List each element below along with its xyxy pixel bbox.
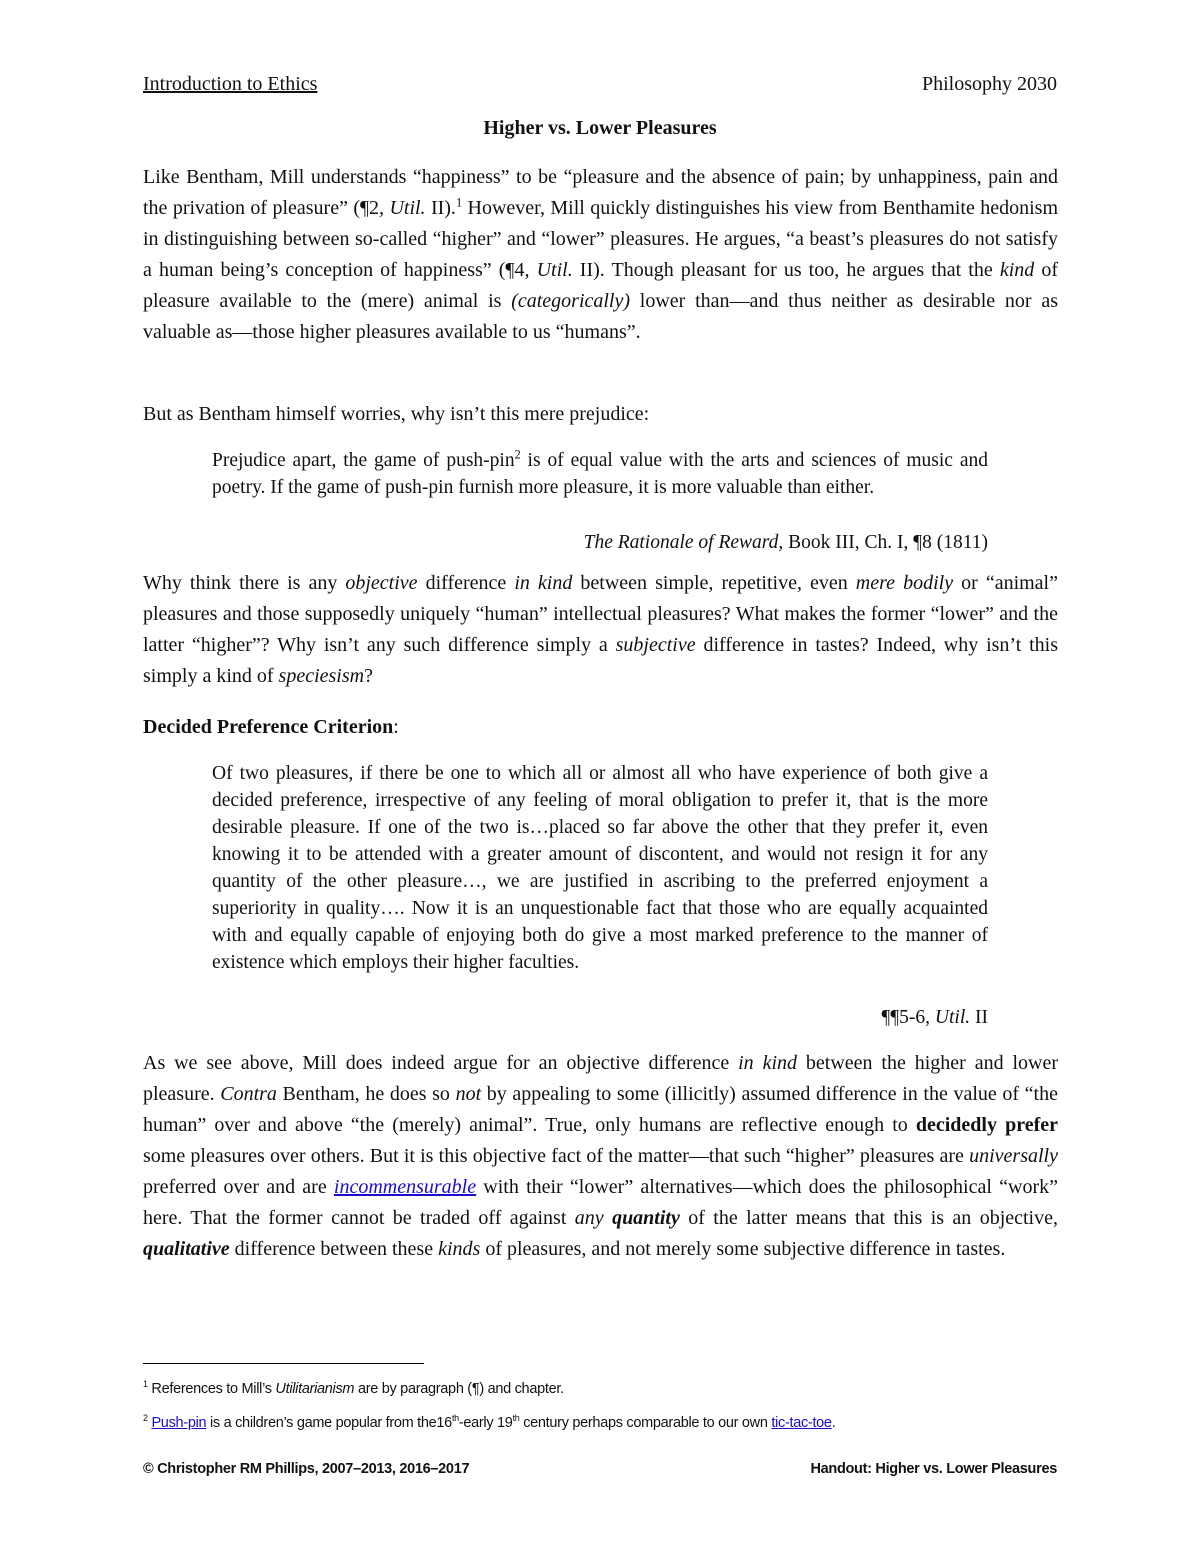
text-run: II). Though pleasant for us too, he argues that the <box>572 259 1000 281</box>
footnote-marker: th <box>512 1413 520 1424</box>
footnote-marker: 1 <box>455 195 463 210</box>
page-title: Higher vs. Lower Pleasures <box>483 117 717 139</box>
text-run: References to Mill’s <box>147 1381 276 1397</box>
text-run: difference in tastes? Indeed, why isn’t this simply a kind of <box>143 634 1058 687</box>
text-link[interactable]: Push-pin <box>151 1415 207 1431</box>
text-run <box>604 1207 612 1229</box>
text-run: However, Mill quickly distinguishes his view from Benthamite hedonism in distinguishing between so-called “higher” and “lower” pleasures. He argues, “a beast’s pleasures do not satisfy a human being’s conception of happiness” (¶4, <box>143 197 1059 281</box>
footnote-rule <box>143 1363 424 1364</box>
text-run: Contra <box>220 1083 277 1105</box>
text-run: of the latter means that this is an objective, <box>679 1207 1058 1229</box>
text-run: between the higher and lower pleasure. <box>143 1052 1058 1105</box>
footnote-marker: 1 <box>143 1379 148 1390</box>
mill-citation <box>212 1004 988 1031</box>
text-run: As we see above, Mill does indeed argue for an objective difference <box>143 1052 739 1074</box>
mill-quote <box>212 760 988 976</box>
text-run: kinds <box>438 1238 481 1260</box>
text-run: Decided Preference Criterion <box>143 716 394 738</box>
text-run: speciesism <box>278 665 365 687</box>
text-run: Bentham, he does so <box>276 1083 456 1105</box>
text-run: (categorically) <box>511 290 631 312</box>
text-run: with their “lower” alternatives—which does the philosophical “work” here. That the former cannot be traded off against <box>143 1176 1058 1229</box>
text-run: But as Bentham himself worries, why isn’t this mere prejudice: <box>143 403 650 425</box>
footer-handout: Handout: Higher vs. Lower Pleasures <box>810 1461 1057 1477</box>
text-run: Util. <box>389 197 426 219</box>
text-run: any <box>574 1207 604 1229</box>
footnote-2 <box>143 1413 1073 1433</box>
bentham-quote <box>212 447 988 501</box>
footnote-marker: 2 <box>143 1413 148 1424</box>
text-run: some pleasures over others. But it is this objective fact of the matter—that such “higher” pleasures are <box>143 1145 970 1167</box>
text-run: difference between these <box>229 1238 439 1260</box>
text-run: of pleasure available to the (mere) animal is <box>143 259 1058 312</box>
text-run: objective <box>345 572 418 594</box>
text-run: -early 19 <box>458 1415 513 1431</box>
text-run: Like Bentham, Mill understands “happiness” to be “pleasure and the absence of pain; by unhappiness, pain and the privation of pleasure” (¶2, <box>143 166 1058 219</box>
text-run: decidedly prefer <box>915 1114 1058 1136</box>
text-run: Prejudice apart, the game of push-pin <box>212 450 515 471</box>
text-run: Util. <box>934 1007 971 1028</box>
text-run: is a children’s game popular from the16 <box>206 1415 452 1431</box>
text-run: Util. <box>536 259 573 281</box>
footer-copyright: © Christopher RM Phillips, 2007–2013, 2016–2017 <box>143 1461 470 1477</box>
text-run: ? <box>364 665 373 687</box>
text-run: in kind <box>738 1052 797 1074</box>
paragraph-why <box>143 568 1058 692</box>
text-run: Why think there is any <box>143 572 346 594</box>
text-run: mere bodily <box>855 572 954 594</box>
footnote-marker: 2 <box>514 447 521 462</box>
section-heading <box>143 712 1058 743</box>
text-run: or “animal” pleasures and those supposedly uniquely “human” intellectual pleasures? What makes the former “lower” and the latter “higher”? Why isn’t any such difference simply a <box>143 572 1058 656</box>
text-run: are by paragraph (¶) and chapter. <box>354 1381 564 1397</box>
text-run: is of equal value with the arts and sciences of music and poetry. If the game of push-pin furnish more pleasure, it is more valuable than either. <box>212 450 989 498</box>
text-run: qualitative <box>143 1238 230 1260</box>
paragraph-question <box>143 399 1058 430</box>
text-run: Book III, Ch. I, ¶8 (1811) <box>783 532 988 553</box>
text-run: Of two pleasures, if there be one to which all or almost all who have experience of both give a decided preference, irrespective of any feeling of moral obligation to prefer it, that is the more desirable pleasure. If one of the two is…placed so far above the other that they prefer it, even knowing it to be attended with a greater amount of discontent, and would not resign it for any quantity of the other pleasure…, we are justified in ascribing to the preferred enjoyment a superiority in quality…. Now it is an unquestionable fact that those who are equally acquainted with and equally capable of enjoying both do give a most marked preference to the manner of existence which employs their higher faculties. <box>212 763 988 973</box>
text-run: lower than—and thus neither as desirable nor as valuable as—those higher pleasures available to us “humans”. <box>143 290 1058 343</box>
course-title: Introduction to Ethics <box>143 73 318 95</box>
bentham-citation <box>212 529 988 556</box>
text-run: of pleasures, and not merely some subjective difference in tastes. <box>480 1238 1006 1260</box>
text-run: kind <box>999 259 1035 281</box>
text-run: subjective <box>615 634 696 656</box>
footnote-marker: th <box>451 1413 459 1424</box>
text-run: : <box>393 716 399 738</box>
text-run: The Rationale of Reward, <box>583 532 784 553</box>
text-run: in kind <box>514 572 573 594</box>
text-link[interactable]: incommensurable <box>333 1176 477 1198</box>
text-run: difference <box>417 572 515 594</box>
text-link[interactable]: tic-tac-toe <box>771 1415 832 1431</box>
text-run: universally <box>969 1145 1058 1167</box>
text-run: not <box>455 1083 482 1105</box>
text-run: Utilitarianism <box>275 1381 355 1397</box>
paragraph-intro <box>143 162 1058 348</box>
text-run: quantity <box>612 1207 680 1229</box>
course-number: Philosophy 2030 <box>921 73 1057 95</box>
text-run: . <box>831 1415 836 1431</box>
text-run: between simple, repetitive, even <box>572 572 856 594</box>
text-run: preferred over and are <box>143 1176 334 1198</box>
text-run: ¶¶5-6, <box>881 1007 935 1028</box>
text-run: by appealing to some (illicitly) assumed difference in the value of “the human” over and above “the (merely) animal”. True, only humans are reflective enough to <box>143 1083 1058 1136</box>
text-run: century perhaps comparable to our own <box>519 1415 772 1431</box>
paragraph-conclusion <box>143 1048 1058 1265</box>
text-run: II). <box>425 197 456 219</box>
text-run: II <box>970 1007 988 1028</box>
footnote-1 <box>143 1379 1073 1399</box>
